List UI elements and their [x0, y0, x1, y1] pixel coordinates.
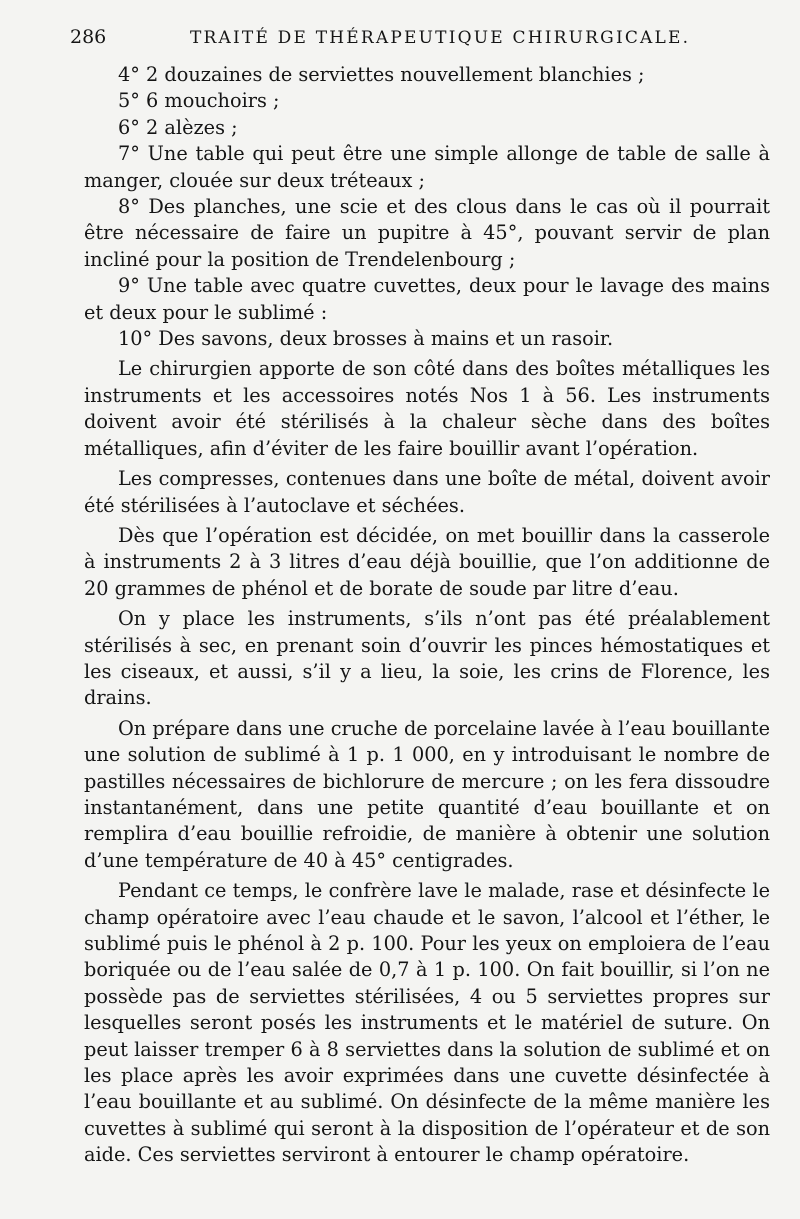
paragraph: Le chirurgien apporte de son côté dans des boîtes métalliques les instruments et les accessoires notés Nos 1 à 56. Les instruments doivent avoir été stérilisés à la chaleur sèche dans des boîtes métalliques, afin d’éviter de les faire bouillir avant l’opération. [84, 357, 770, 460]
list-item: 10° Des savons, deux brosses à mains et un rasoir. [118, 327, 614, 351]
paragraph: On y place les instruments, s’ils n’ont pas été préalablement stérilisés à sec, en prenant soin d’ouvrir les pinces hémostatiques et les ciseaux, et aussi, s’il y a lieu, la soie, les crins de Florence, les drains. [84, 607, 770, 710]
list-item: 6° 2 alèzes ; [118, 115, 238, 139]
paragraph: Pendant ce temps, le confrère lave le malade, rase et désinfecte le champ opératoire avec l’eau chaude et le savon, l’alcool et l’éther, le sublimé puis le phénol à 2 p. 100. Pour les yeux on emploiera de l’eau boriquée ou de l’eau salée de 0,7 à 1 p. 100. On fait bouillir, si l’on ne possède pas de serviettes stérilisées, 4 ou 5 serviettes propres sur lesquelles seront posés les instruments et le matériel de suture. On peut laisser tremper 6 à 8 serviettes dans la solution de sublimé et on les place après les avoir exprimées dans une cuvette désinfectée à l’eau bouillante et au sublimé. On désinfecte de la même manière les cuvettes à sublimé qui seront à la disposition de l’opérateur et de son aide. Ces serviettes serviront à entourer le champ opératoire. [84, 879, 770, 1167]
list-item: 4° 2 douzaines de serviettes nouvellement blanchies ; [118, 63, 645, 86]
running-title: TRAITÉ DE THÉRAPEUTIQUE CHIRURGICALE. [190, 28, 691, 48]
list-item: 7° Une table qui peut être une simple allonge de table de salle à manger, clouée sur deux tréteaux ; [84, 142, 770, 192]
paragraph: Dès que l’opération est décidée, on met bouillir dans la casserole à instruments 2 à 3 litres d’eau déjà bouillie, que l’on additionne de 20 grammes de phénol et de borate de soude par litre d’eau. [84, 523, 770, 600]
paragraph: On prépare dans une cruche de porcelaine lavée à l’eau bouillante une solution de sublimé à 1 p. 1 000, en y introduisant le nombre de pastilles nécessaires de bichlorure de mercure ; on les fera dissoudre instantanément, dans une petite quantité d’eau bouillante et on remplira d’eau bouillie refroidie, de manière à obtenir une solution d’une température de 40 à 45° centigrades. [84, 716, 770, 872]
page-header [70, 26, 770, 62]
body-text [84, 62, 770, 1169]
list-item: 8° Des planches, une scie et des clous dans le cas où il pourrait être nécessaire de faire un pupitre à 45°, pouvant servir de plan incliné pour la position de Trendelenbourg ; [84, 195, 770, 271]
list-item: 9° Une table avec quatre cuvettes, deux pour le lavage des mains et deux pour le sublimé : [84, 274, 770, 324]
paragraph: Les compresses, contenues dans une boîte de métal, doivent avoir été stérilisées à l’autoclave et séchées. [84, 467, 770, 517]
page-number: 286 [70, 26, 107, 48]
list-item: 5° 6 mouchoirs ; [118, 89, 280, 113]
